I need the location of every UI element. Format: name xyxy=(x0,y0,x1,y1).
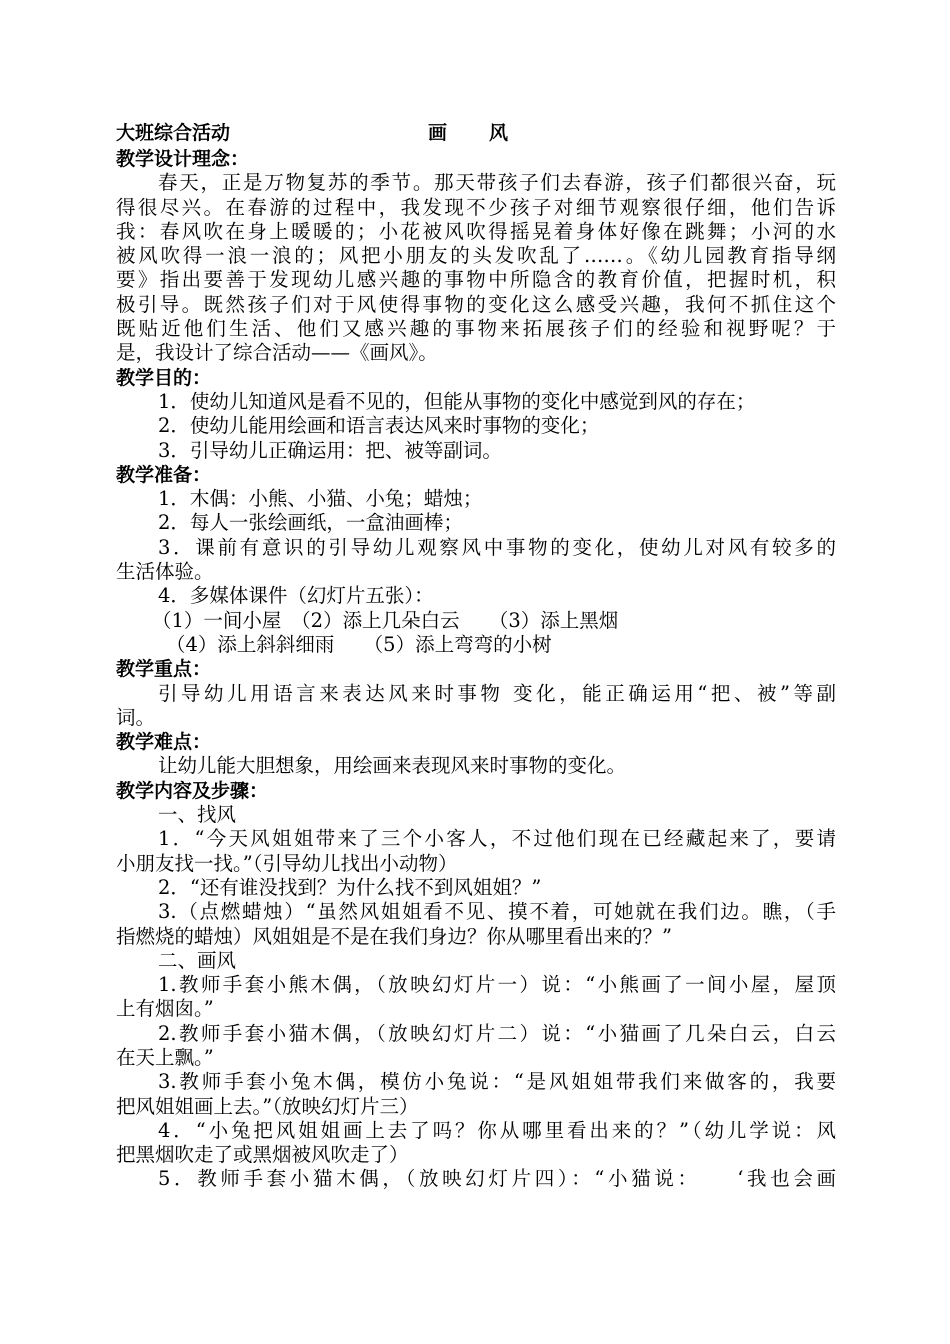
paragraph-line: 春天，正是万物复苏的季节。那天带孩子们去春游，孩子们都很兴奋，玩 xyxy=(158,171,836,195)
paragraph-line: 词。 xyxy=(116,705,156,729)
paragraph-line: 要》指出要善于发现幼儿感兴趣的事物中所隐含的教育价值，把握时机，积 xyxy=(116,268,836,292)
paragraph-line: 是，我设计了综合活动——《画风》。 xyxy=(116,341,438,365)
paragraph-line: 引导幼儿用语言来表达风来时事物 变化，能正确运用“把、被”等副 xyxy=(158,681,836,705)
paragraph-line: 1．木偶：小熊、小猫、小兔；蜡烛； xyxy=(158,487,483,511)
paragraph-line: 4．“小兔把风姐姐画上去了吗？你从哪里看出来的？”（幼儿学说：风 xyxy=(158,1118,836,1142)
paragraph-line: 得很尽兴。在春游的过程中，我发现不少孩子对细节观察很仔细，他们告诉 xyxy=(116,195,836,219)
section-heading: 教学准备： xyxy=(116,463,212,486)
paragraph-line: 上有烟囱。” xyxy=(116,997,214,1021)
paragraph-line: 3．引导幼儿正确运用：把、被等副词。 xyxy=(158,438,502,462)
paragraph-line: 让幼儿能大胆想象，用绘画来表现风来时事物的变化。 xyxy=(158,754,627,778)
paragraph-line: 小朋友找一找。”（引导幼儿找出小动物） xyxy=(116,851,458,875)
paragraph-line: 极引导。既然孩子们对于风使得事物的变化这么感受兴趣，我何不抓住这个 xyxy=(116,292,836,316)
paragraph-line: 1．“今天风姐姐带来了三个小客人，不过他们现在已经藏起来了，要请 xyxy=(158,827,836,851)
document-page xyxy=(116,121,836,1192)
paragraph-line: 5．教师手套小猫木偶，（放映幻灯片四）：“小猫说： ‘我也会画 xyxy=(158,1167,836,1191)
paragraph-line: 2．“还有谁没找到？为什么找不到风姐姐？” xyxy=(158,875,542,899)
paragraph-line: 被风吹得一浪一浪的；风把小朋友的头发吹乱了……。《幼儿园教育指导纲 xyxy=(116,244,836,268)
paragraph-line: 1．使幼儿知道风是看不见的，但能从事物的变化中感觉到风的存在； xyxy=(158,389,756,413)
paragraph-line: 2．使幼儿能用绘画和语言表达风来时事物的变化； xyxy=(158,414,600,438)
paragraph-line: 生活体验。 xyxy=(116,560,214,584)
section-heading: 教学难点： xyxy=(116,731,212,754)
paragraph-line: 我：春风吹在身上暖暖的；小花被风吹得摇晃着身体好像在跳舞；小河的水 xyxy=(116,219,836,243)
paragraph-line: 一、找风 xyxy=(158,803,237,827)
section-heading: 教学目的： xyxy=(116,366,212,389)
paragraph-line: （4）添上斜斜细雨 （5）添上弯弯的小树 xyxy=(166,632,552,656)
lesson-title: 画风 xyxy=(428,122,551,144)
section-heading: 教学设计理念： xyxy=(116,148,250,170)
paragraph-line: 3.（点燃蜡烛）“虽然风姐姐看不见、摸不着，可她就在我们边。瞧，（手 xyxy=(158,900,836,924)
document-body xyxy=(116,147,836,1192)
paragraph-line: 二、画风 xyxy=(158,948,237,972)
paragraph-line: 3.教师手套小兔木偶，模仿小兔说：“是风姐姐带我们来做客的，我要 xyxy=(158,1070,836,1094)
paragraph-line: 2.教师手套小猫木偶，（放映幻灯片二）说：“小猫画了几朵白云，白云 xyxy=(158,1021,836,1045)
paragraph-line: 指燃烧的蜡烛）风姐姐是不是在我们身边？你从哪里看出来的？” xyxy=(116,924,672,948)
paragraph-line: 1.教师手套小熊木偶，（放映幻灯片一）说：“小熊画了一间小屋，屋顶 xyxy=(158,973,836,997)
paragraph-line: 3．课前有意识的引导幼儿观察风中事物的变化，使幼儿对风有较多的 xyxy=(158,535,836,559)
paragraph-line: 在天上飘。” xyxy=(116,1045,214,1069)
paragraph-line: 把风姐姐画上去。”（放映幻灯片三） xyxy=(116,1094,419,1118)
paragraph-line: 2．每人一张绘画纸，一盒油画棒； xyxy=(158,511,463,535)
activity-type: 大班综合活动 xyxy=(116,122,231,144)
section-heading: 教学内容及步骤： xyxy=(116,779,269,802)
paragraph-line: 既贴近他们生活、他们又感兴趣的事物来拓展孩子们的经验和视野呢？于 xyxy=(116,317,836,341)
section-heading: 教学重点： xyxy=(116,658,212,681)
paragraph-line: （1）一间小屋 （2）添上几朵白云 （3）添上黑烟 xyxy=(152,608,619,632)
paragraph-line: 把黑烟吹走了或黑烟被风吹走了） xyxy=(116,1143,409,1167)
title-line xyxy=(116,121,836,147)
paragraph-line: 4．多媒体课件（幻灯片五张）： xyxy=(158,584,434,608)
